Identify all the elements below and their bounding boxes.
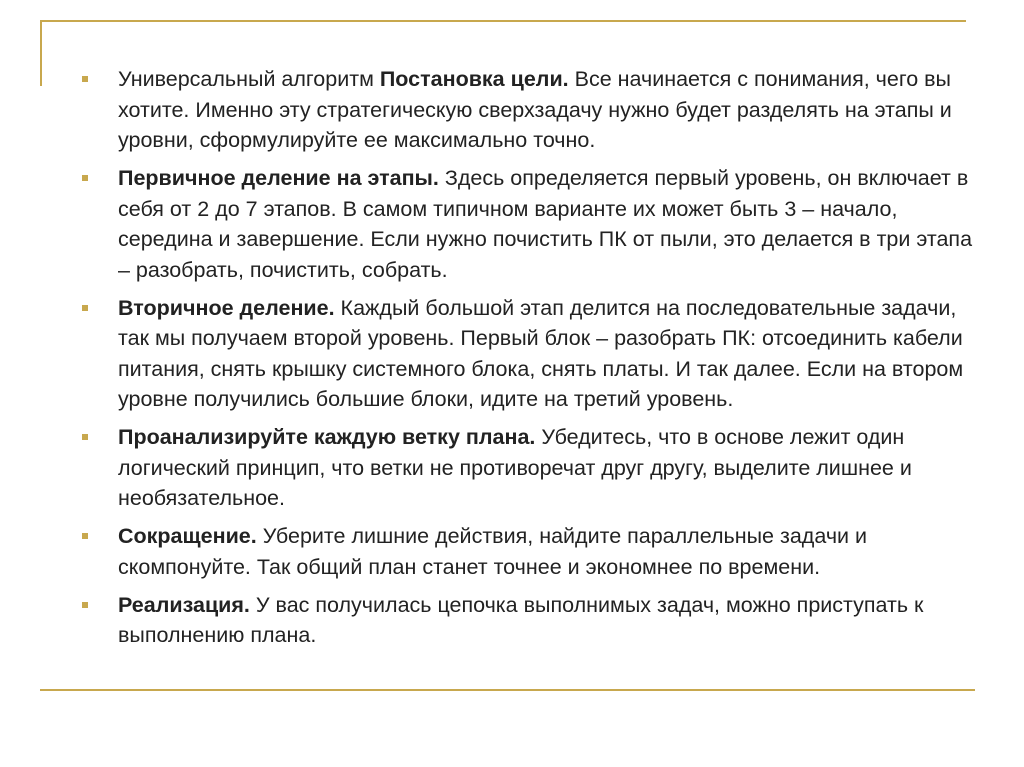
list-item	[80, 590, 980, 651]
list-item	[80, 422, 980, 514]
square-bullet-icon	[82, 305, 88, 311]
square-bullet-icon	[82, 175, 88, 181]
square-bullet-icon	[82, 602, 88, 608]
square-bullet-icon	[82, 76, 88, 82]
item-lead-text: Универсальный алгоритм	[118, 67, 380, 91]
list-item	[80, 521, 980, 582]
item-body: Здесь определяется первый уровень, он включает в себя от 2 до 7 этапов. В самом типичном варианте их может быть 3 – начало, середина и завершение. Если нужно почистить ПК от пыли, это делается в три этапа – разобрать, почистить, собрать.	[118, 166, 973, 282]
list-item	[80, 163, 980, 285]
item-body: У вас получилась цепочка выполнимых задач, можно приступать к выполнению плана.	[118, 592, 924, 647]
square-bullet-icon	[82, 533, 88, 539]
item-heading: Первичное деление на этапы.	[118, 166, 439, 190]
item-body: Уберите лишние действия, найдите параллельные задачи и скомпонуйте. Так общий план станет точнее и экономнее по времени.	[118, 524, 868, 579]
item-heading: Сокращение.	[118, 524, 257, 548]
bullet-list	[80, 64, 980, 658]
item-heading: Постановка цели.	[379, 67, 569, 91]
item-heading: Вторичное деление.	[118, 295, 335, 320]
item-heading: Реализация.	[118, 592, 250, 617]
item-body: Все начинается с понимания, чего вы хотите. Именно эту стратегическую сверхзадачу нужно будет разделять на этапы и уровни, сформулируйте ее максимально точно.	[118, 67, 952, 152]
item-body: Убедитесь, что в основе лежит один логический принцип, что ветки не противоречат друг другу, выделите лишнее и необязательное.	[118, 425, 912, 510]
left-rule	[40, 20, 42, 86]
list-item	[80, 64, 980, 156]
list-item	[80, 293, 980, 415]
top-rule	[40, 20, 966, 22]
item-body: Каждый большой этап делится на последовательные задачи, так мы получаем второй уровень. Первый блок – разобрать ПК: отсоединить кабели питания, снять крышку системного блока, снять платы. И так далее. Если на втором уровне получились большие блоки, идите на третий уровень.	[118, 295, 964, 411]
item-heading: Проанализируйте каждую ветку плана.	[118, 425, 536, 449]
square-bullet-icon	[82, 434, 88, 440]
bottom-rule	[40, 689, 975, 691]
